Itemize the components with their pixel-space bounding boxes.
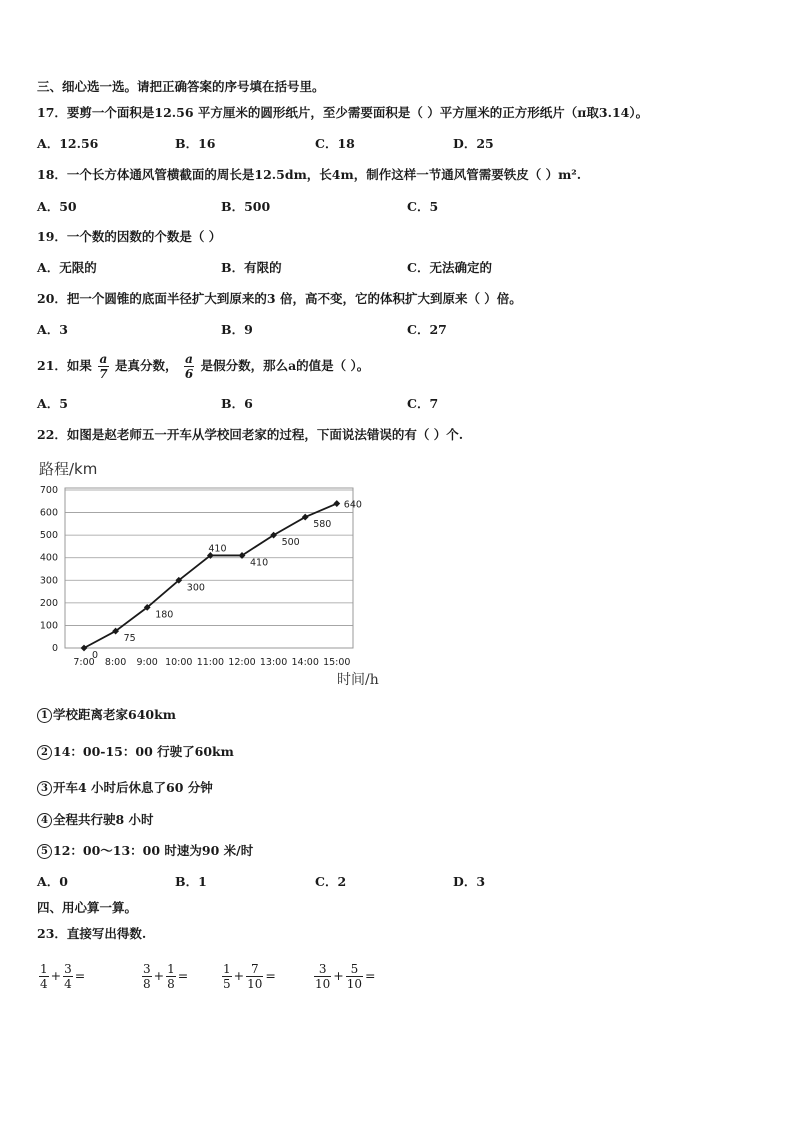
- q23-1-a-den: 4: [40, 977, 48, 991]
- q23-item-1: $\frac{1}{4}$ + $\frac{3}{4}$ =: [40, 962, 86, 991]
- q20-option-a[interactable]: A．3: [37, 322, 68, 337]
- chart-series-line: [84, 504, 337, 648]
- q23-item-4: $\frac{3}{10}$ + $\frac{5}{10}$ =: [315, 962, 376, 991]
- q23-2-a-num: 3: [143, 962, 151, 976]
- q22-statement-4: [37, 811, 154, 829]
- chart-x-tick-label-5: 12:00: [228, 657, 256, 668]
- chart-y-tick-label-400: 400: [39, 552, 58, 564]
- q22-statement-2-text: 14：00-15：00 行驶了60km: [53, 744, 234, 759]
- chart-x-tick-label-1: 8:00: [104, 657, 127, 668]
- question-18-options: [37, 198, 737, 216]
- q23-4-a-den: 10: [315, 977, 331, 991]
- question-21-options: [37, 395, 737, 413]
- q23-item-3: $\frac{1}{5}$ + $\frac{7}{10}$ =: [223, 962, 276, 991]
- chart-y-tick-label-500: 500: [39, 530, 58, 542]
- chart-gridlines: [65, 490, 353, 625]
- chart-y-axis-title: 路程/km: [39, 460, 98, 478]
- q17-option-b[interactable]: B．16: [175, 136, 216, 151]
- question-19-options: [37, 259, 737, 277]
- q17-option-c[interactable]: C．18: [315, 136, 355, 151]
- q22-option-c[interactable]: C．2: [315, 874, 347, 889]
- q22-statement-2: [37, 743, 234, 761]
- chart-y-ticks: [40, 485, 58, 654]
- q21-frac1-numerator: a: [99, 352, 108, 366]
- q18-option-b[interactable]: B．500: [221, 199, 271, 214]
- section-4-title: 四、用心算一算。: [37, 900, 138, 915]
- chart-x-ticks: [73, 657, 350, 668]
- question-23-text: 23．直接写出得数.: [37, 926, 147, 941]
- chart-data-label-6: 500: [281, 537, 300, 549]
- chart-data-label-1: 75: [123, 633, 136, 645]
- q22-statement-5-text: 12：00～13：00 时速为90 米/时: [53, 843, 254, 858]
- q22-statement-3: [37, 779, 213, 797]
- chart-y-tick-label-0: 0: [51, 643, 58, 654]
- question-20-options: [37, 321, 737, 339]
- chart-x-tick-label-2: 9:00: [136, 657, 158, 668]
- q22-statement-1-text: 学校距离老家640km: [53, 707, 176, 722]
- chart-data-point-0: [81, 645, 88, 652]
- q23-3-a-num: 1: [223, 962, 231, 976]
- q21-option-c[interactable]: C．7: [407, 396, 439, 411]
- q21-option-b[interactable]: B．6: [221, 396, 253, 411]
- q20-option-c[interactable]: C．27: [407, 322, 447, 337]
- q21-frac1-denominator: 7: [99, 367, 108, 381]
- question-19-text: 19．一个数的因数的个数是（ ）: [37, 229, 222, 244]
- q23-4-b-den: 10: [346, 977, 363, 991]
- q21-fraction-a-over-6: [184, 352, 194, 381]
- q22-option-d[interactable]: D．3: [453, 874, 486, 889]
- circle-number-5: 5: [37, 844, 52, 859]
- chart-x-axis-title: 时间/h: [337, 672, 379, 688]
- q18-option-a[interactable]: A．50: [37, 199, 77, 214]
- q22-statement-5: [37, 842, 253, 860]
- chart-x-tick-label-4: 11:00: [196, 657, 225, 668]
- chart-data-label-3: 300: [186, 582, 205, 594]
- q21-fraction-a-over-7: [98, 352, 108, 381]
- q19-option-b[interactable]: B．有限的: [221, 260, 282, 275]
- chart-plot-frame: [65, 488, 353, 648]
- chart-x-tick-label-0: 7:00: [73, 657, 95, 668]
- q23-3-a-den: 5: [223, 977, 231, 991]
- question-22-text: 22．如图是赵老师五一开车从学校回老家的过程，下面说法错误的有（ ）个.: [37, 427, 464, 442]
- q17-option-d[interactable]: D．25: [453, 136, 494, 151]
- chart-data-label-5: 410: [250, 557, 269, 569]
- chart-data-label-2: 180: [155, 609, 174, 621]
- question-18-text: 18．一个长方体通风管横截面的周长是12.5dm，长4m，制作这样一节通风管需要铁皮（ ）m².: [37, 167, 582, 182]
- q23-2-a-den: 8: [143, 977, 151, 991]
- chart-data-label-7: 580: [313, 519, 332, 531]
- chart-y-tick-label-700: 700: [39, 485, 58, 496]
- question-22-options: [37, 873, 737, 891]
- chart-y-tick-label-200: 200: [39, 597, 58, 609]
- q23-3-b-den: 10: [247, 977, 263, 991]
- q23-1-b-num: 3: [64, 962, 72, 976]
- chart-x-tick-label-8: 15:00: [323, 657, 351, 668]
- circle-number-4: 4: [37, 813, 52, 828]
- q23-2-b-num: 1: [167, 962, 175, 976]
- q21-option-a[interactable]: A．5: [37, 396, 68, 411]
- q19-option-a[interactable]: A．无限的: [37, 260, 97, 275]
- q23-1-a-num: 1: [40, 962, 48, 976]
- q22-option-b[interactable]: B．1: [175, 874, 207, 889]
- q23-4-b-num: 5: [350, 962, 359, 976]
- q22-option-a[interactable]: A．0: [37, 874, 68, 889]
- chart-y-tick-label-300: 300: [39, 575, 58, 587]
- q18-option-c[interactable]: C．5: [407, 199, 439, 214]
- q21-suffix: 是假分数，那么a的值是（ ）。: [200, 358, 370, 373]
- circle-number-2: 2: [37, 745, 52, 760]
- q17-option-a[interactable]: A．12.56: [37, 136, 99, 151]
- q23-1-b-den: 4: [64, 977, 72, 991]
- q23-2-b-den: 8: [167, 977, 175, 991]
- q21-prefix: 21．如果: [37, 358, 92, 373]
- question-21-text: [37, 348, 369, 384]
- q21-middle: 是真分数，: [114, 358, 178, 373]
- q22-statement-4-text: 全程共行驶8 小时: [53, 812, 154, 827]
- chart-x-tick-label-3: 10:00: [165, 657, 193, 668]
- chart-data-label-8: 640: [343, 499, 362, 511]
- chart-x-tick-label-6: 13:00: [259, 657, 288, 668]
- chart-data-label-4: 410: [208, 543, 227, 555]
- question-17-options: [37, 135, 737, 153]
- q22-statement-3-text: 开车4 小时后休息了60 分钟: [53, 780, 213, 795]
- distance-time-line-chart: [37, 454, 397, 694]
- circle-number-3: 3: [37, 781, 52, 796]
- q21-frac2-numerator: a: [185, 352, 193, 366]
- q23-4-a-num: 3: [318, 962, 327, 976]
- chart-data-label-0: 0: [92, 650, 99, 661]
- chart-y-tick-label-100: 100: [39, 620, 58, 632]
- q23-item-2: $\frac{3}{8}$ + $\frac{1}{8}$ =: [143, 962, 189, 991]
- q20-option-b[interactable]: B．9: [221, 322, 253, 337]
- chart-y-tick-label-600: 600: [39, 507, 58, 519]
- question-17-text: 17．要剪一个面积是12.56 平方厘米的圆形纸片，至少需要面积是（ ）平方厘米的正方形纸片（π取3.14）。: [37, 105, 649, 120]
- chart-x-tick-label-7: 14:00: [291, 657, 319, 668]
- q21-frac2-denominator: 6: [184, 367, 194, 381]
- q19-option-c[interactable]: C．无法确定的: [407, 260, 492, 275]
- q23-3-b-num: 7: [250, 962, 259, 976]
- section-3-title: 三、细心选一选。请把正确答案的序号填在括号里。: [37, 79, 325, 94]
- q22-statement-1: [37, 706, 176, 724]
- chart-data-point-8: [333, 500, 340, 507]
- question-20-text: 20．把一个圆锥的底面半径扩大到原来的3 倍，高不变，它的体积扩大到原来（ ）倍。: [37, 291, 522, 306]
- circle-number-1: 1: [37, 708, 52, 723]
